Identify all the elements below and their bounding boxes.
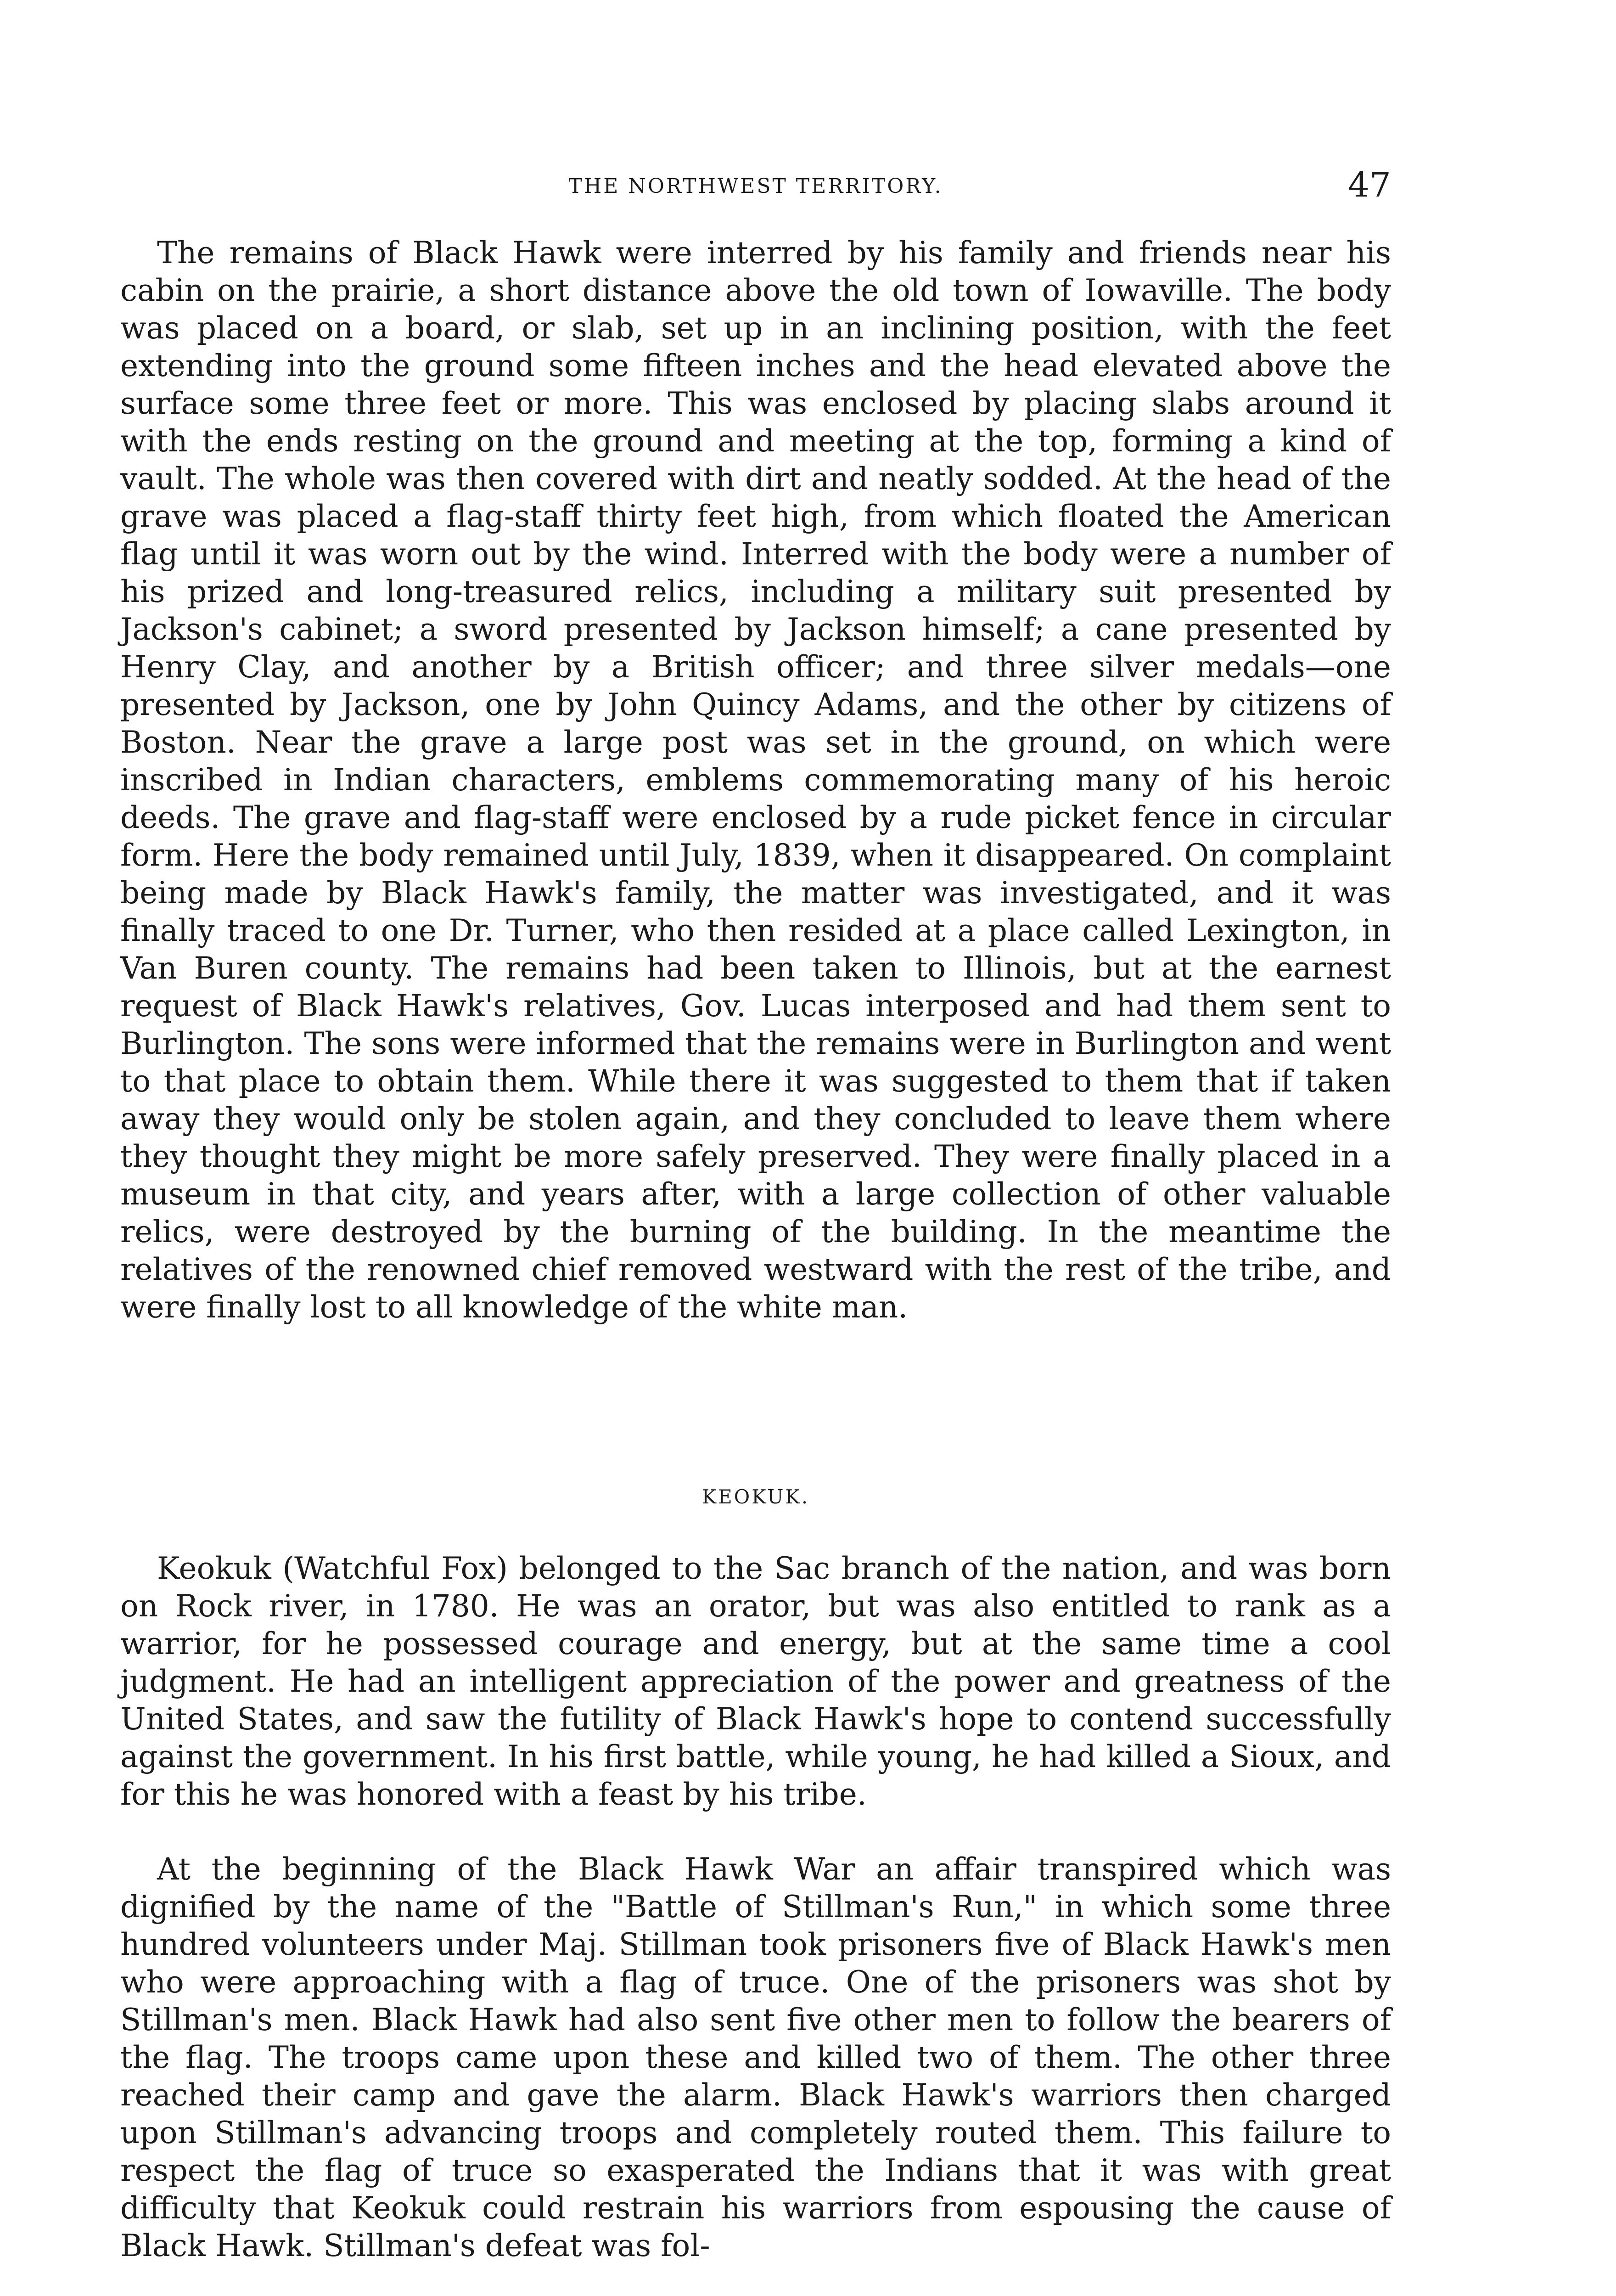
paragraph-keokuk-intro: Keokuk (Watchful Fox) belonged to the Sac branch of the nation, and was born on Rock river, in 1780. He was an orator, but was also entitled to rank as a warrior, for he possessed courage and energy, but at the same time a cool judgment. He had an intelligent appreciation of the power and greatness of the United States, and saw the futility of Black Hawk's hope to contend successfully against the government. In his first battle, while young, he had killed a Sioux, and for this he was honored with a feast by his tribe. (120, 1551, 1391, 1812)
paragraph-black-hawk-remains: The remains of Black Hawk were interred by his family and friends near his cabin on the prairie, a short distance above the old town of Iowaville. The body was placed on a board, or slab, set up in an inclining position, with the feet extending into the ground some fifteen inches and the head elevated above the surface some three feet or more. This was enclosed by placing slabs around it with the ends resting on the ground and meeting at the top, forming a kind of vault. The whole was then covered with dirt and neatly sodded. At the head of the grave was placed a flag-staff thirty feet high, from which floated the American flag until it was worn out by the wind. Interred with the body were a number of his prized and long-treasured relics, including a military suit presented by Jackson's cabinet; a sword presented by Jackson himself; a cane presented by Henry Clay, and another by a British officer; and three silver medals—one presented by Jackson, one by John Quincy Adams, and the other by citizens of Boston. Near the grave a large post was set in the ground, on which were inscribed in Indian characters, emblems commemorating many of his heroic deeds. The grave and flag-staff were enclosed by a rude picket fence in circular form. Here the body remained until July, 1839, when it disappeared. On complaint being made by Black Hawk's family, the matter was investigated, and it was finally traced to one Dr. Turner, who then resided at a place called Lexington, in Van Buren county. The remains had been taken to Illinois, but at the earnest request of Black Hawk's relatives, Gov. Lucas interposed and had them sent to Burlington. The sons were informed that the remains were in Burlington and went to that place to obtain them. While there it was suggested to them that if taken away they would only be stolen again, and they concluded to leave them where they thought they might be more safely preserved. They were finally placed in a museum in that city, and years after, with a large collection of other valuable relics, were destroyed by the burning of the building. In the meantime the relatives of the renowned chief removed westward with the rest of the tribe, and were finally lost to all knowledge of the white man. (120, 235, 1391, 1325)
paragraph-stillmans-run: At the beginning of the Black Hawk War an affair transpired which was dignified by the name of the "Battle of Stillman's Run," in which some three hundred volunteers under Maj. Stillman took prisoners five of Black Hawk's men who were approaching with a flag of truce. One of the prisoners was shot by Stillman's men. Black Hawk had also sent five other men to follow the bearers of the flag. The troops came upon these and killed two of them. The other three reached their camp and gave the alarm. Black Hawk's warriors then charged upon Stillman's advancing troops and completely routed them. This failure to respect the flag of truce so exasperated the Indians that it was with great difficulty that Keokuk could restrain his warriors from espousing the cause of Black Hawk. Stillman's defeat was fol- (120, 1851, 1391, 2263)
running-head (120, 165, 1391, 211)
book-page (120, 0, 1391, 2296)
running-title: THE NORTHWEST TERRITORY. (568, 174, 943, 198)
section-heading: KEOKUK. (701, 1486, 810, 1508)
page-number: 47 (1347, 165, 1391, 205)
